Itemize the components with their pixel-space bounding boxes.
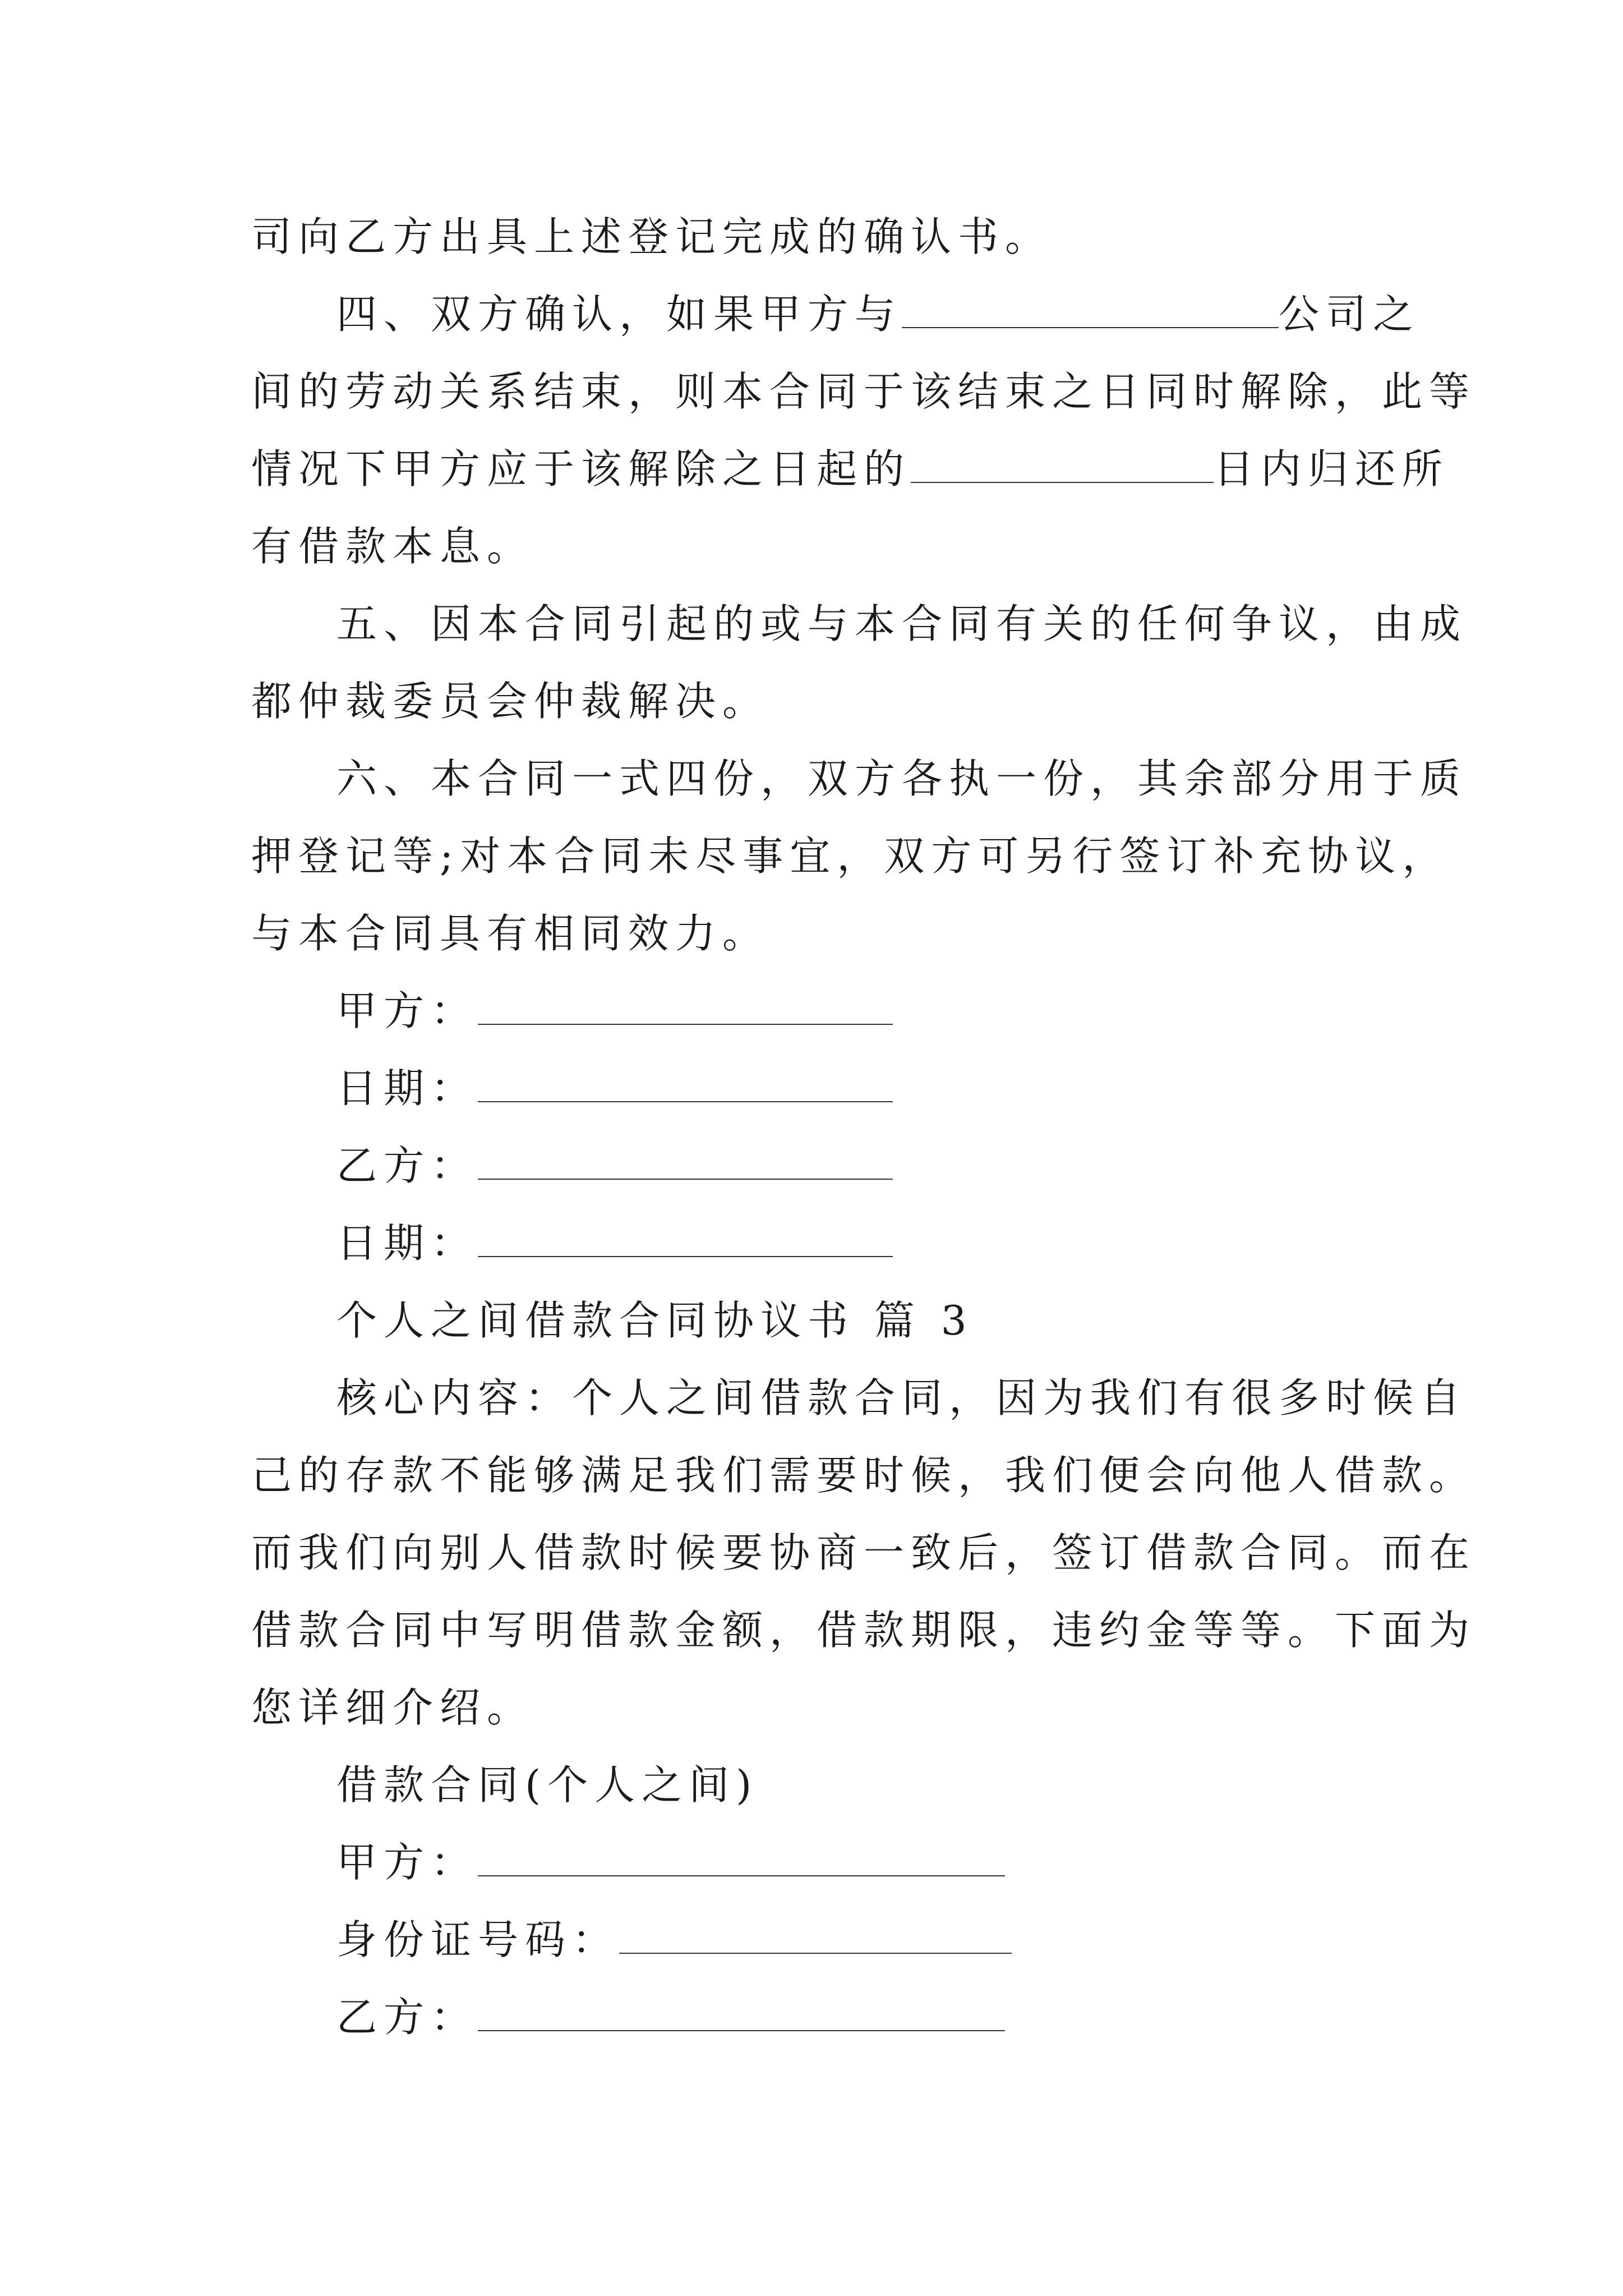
text-line [251,364,1476,420]
line-text: 您详细介绍。 [251,1684,534,1731]
line-text: 有借款本息。 [251,523,534,570]
line-text: 四、双方确认，如果甲方与 [336,291,902,338]
text-line [251,1447,1476,1503]
line-text-after: 日内归还所 [1214,445,1450,493]
text-line [336,751,1467,807]
id-number-line [336,1912,1012,1968]
days-blank [911,443,1214,483]
date-line [336,1215,893,1271]
party-a-line [336,1834,1005,1890]
text-line [336,596,1467,652]
text-line [251,1525,1476,1581]
text-line [251,1602,1476,1658]
party-b-blank [478,1139,893,1180]
line-text: 核心内容：个人之间借款合同，因为我们有很多时候自 [336,1374,1468,1421]
text-line [251,673,769,729]
line-text: 间的劳动关系结束，则本合同于该结束之日同时解除，此等 [251,368,1477,415]
line-text: 司向乙方出具上述登记完成的确认书。 [251,213,1053,260]
section-heading-text: 个人之间借款合同协议书 篇 3 [336,1297,974,1344]
text-line [336,286,1420,342]
line-text: 而我们向别人借款时候要协商一致后，签订借款合同。而在 [251,1529,1477,1576]
section-heading [336,1292,974,1349]
party-a-label: 甲方： [336,1839,478,1886]
party-a-blank [478,1836,1005,1876]
date-blank [478,1062,893,1102]
line-text: 与本合同具有相同效力。 [251,910,770,957]
party-b-label: 乙方： [336,1994,478,2041]
line-text: 情况下甲方应于该解除之日起的 [251,445,911,493]
contract-title [336,1757,758,1813]
line-text: 都仲裁委员会仲裁解决。 [251,678,770,725]
text-line [251,828,1449,884]
text-line [251,1680,534,1736]
party-a-label: 甲方： [336,987,478,1034]
date-label: 日期： [336,1220,478,1267]
line-text: 押登记等;对本合同未尽事宜，双方可另行签订补充协议， [251,832,1450,880]
party-a-blank [478,984,893,1025]
text-line [251,209,1052,265]
date-line [336,1060,893,1116]
contract-title-text: 借款合同(个人之间) [336,1761,759,1809]
date-blank [478,1217,893,1257]
party-b-line [336,1138,893,1194]
line-text: 借款合同中写明借款金额，借款期限，违约金等等。下面为 [251,1607,1477,1654]
party-b-label: 乙方： [336,1142,478,1189]
id-number-blank [619,1913,1012,1954]
line-text: 己的存款不能够满足我们需要时候，我们便会向他人借款。 [251,1452,1477,1499]
date-label: 日期： [336,1065,478,1112]
text-line [251,518,534,574]
text-line [251,905,769,961]
party-b-blank [478,1991,1005,2031]
line-text: 六、本合同一式四份，双方各执一份，其余部分用于质 [336,755,1468,802]
company-blank [902,288,1279,328]
line-text-after: 公司之 [1279,291,1421,338]
text-line [336,1370,1467,1426]
text-line [251,441,1449,497]
id-number-label: 身份证号码： [336,1916,620,1963]
party-a-line [336,983,893,1039]
line-text: 五、因本合同引起的或与本合同有关的任何争议，由成 [336,600,1468,647]
party-b-line [336,1989,1005,2045]
